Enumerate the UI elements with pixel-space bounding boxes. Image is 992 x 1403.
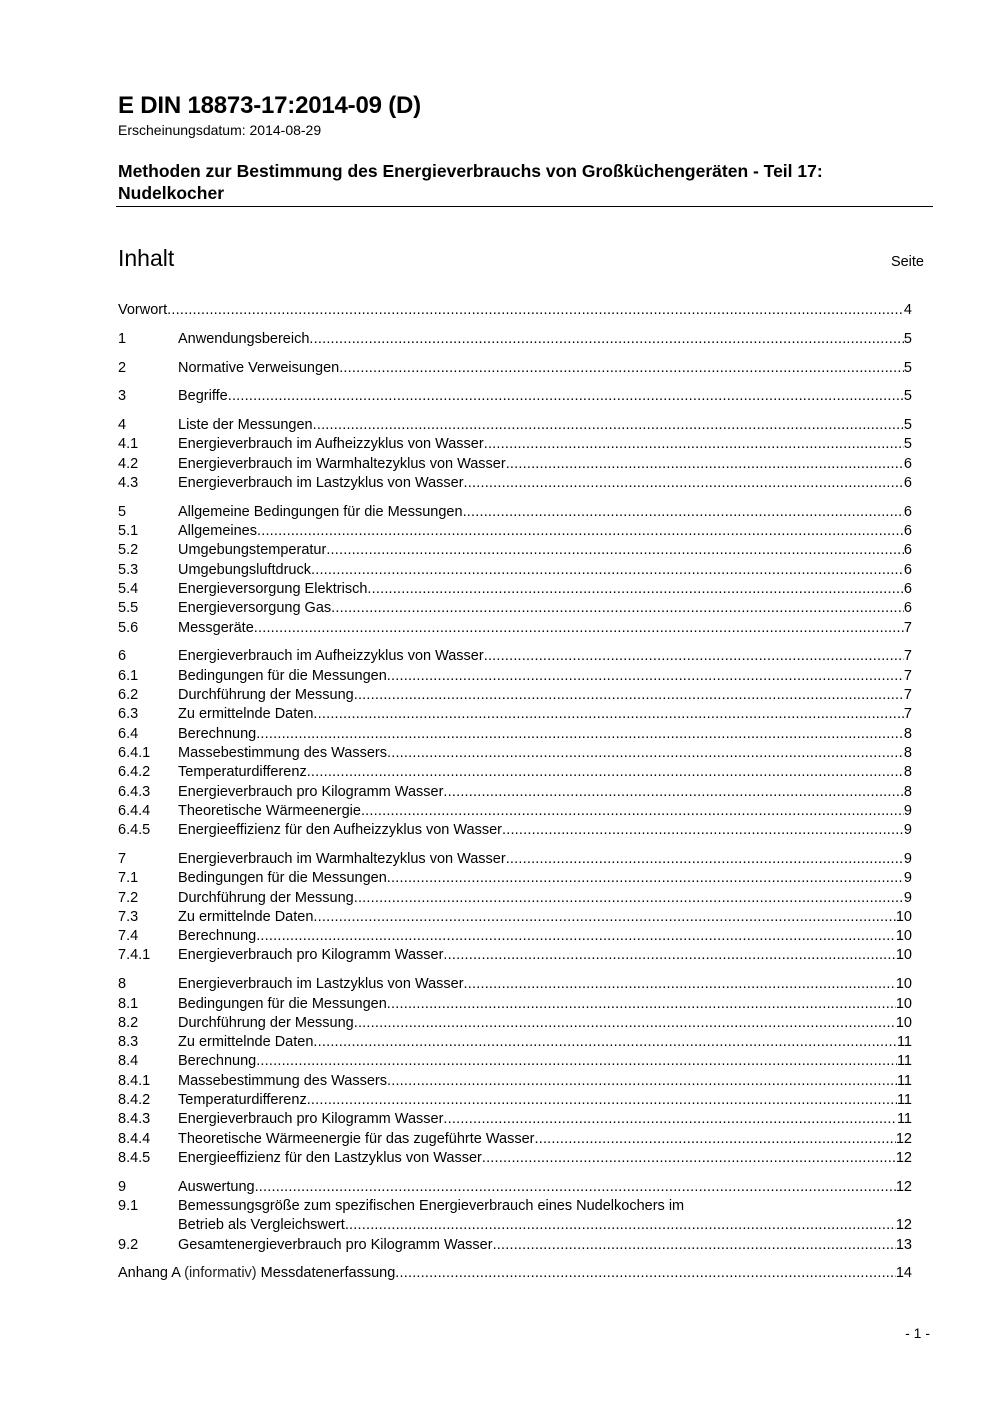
toc-entry-label: Bemessungsgröße zum spezifischen Energieverbrauch eines Nudelkochers im: [178, 1197, 685, 1214]
toc-entry[interactable]: [118, 1092, 912, 1111]
toc-entry-label: Berechnung: [178, 928, 257, 945]
toc-entry[interactable]: [118, 1150, 912, 1169]
publication-date: Erscheinungsdatum: 2014-08-29: [118, 122, 322, 138]
toc-entry[interactable]: [118, 562, 912, 581]
toc-entry-number: 4.2: [118, 455, 139, 472]
toc-entry-page: 10: [895, 908, 912, 925]
toc-entry-label: Messgeräte: [178, 619, 254, 636]
toc-annex-info: (informativ): [184, 1265, 257, 1282]
toc-entry-page: 10: [895, 947, 912, 964]
toc-leader-dots: [387, 745, 904, 761]
toc-entry-number: 7.3: [118, 908, 139, 925]
toc-entry-number: 9: [118, 1178, 127, 1195]
toc-annex-label-wrap: [118, 1265, 395, 1281]
toc-entry[interactable]: [118, 620, 912, 639]
toc-entry-label: Energieverbrauch im Warmhaltezyklus von Wasser: [178, 850, 506, 867]
toc-entry-number: 5.1: [118, 523, 139, 540]
toc-entry-page: 13: [895, 1236, 912, 1253]
toc-entry-number: 1: [118, 330, 127, 347]
toc-entry[interactable]: [118, 976, 912, 995]
toc-group: [118, 360, 912, 379]
toc-entry[interactable]: [118, 388, 912, 407]
toc-entry[interactable]: [118, 1034, 912, 1053]
toc-entry-number: 6.4.5: [118, 822, 151, 839]
toc-entry-label: Betrieb als Vergleichswert: [178, 1217, 345, 1234]
toc-leader-dots: [228, 388, 904, 404]
toc-entry-number: 8.4.5: [118, 1149, 151, 1166]
title-rule: [116, 206, 933, 207]
toc-entry-label: Temperaturdifferenz: [178, 1091, 307, 1108]
toc-leader-dots: [309, 331, 904, 347]
toc-entry-label: Umgebungsluftdruck: [178, 561, 311, 578]
toc-entry-page: 9: [903, 822, 912, 839]
toc-entry[interactable]: [118, 928, 912, 947]
toc-entry[interactable]: [118, 668, 912, 687]
toc-groups: [118, 331, 912, 1256]
toc-entry-number: 7: [118, 850, 127, 867]
toc-entry-number: 4.1: [118, 436, 139, 453]
toc-entry-annex-a[interactable]: [118, 1265, 912, 1284]
toc-entry[interactable]: [118, 996, 912, 1015]
toc-entry-number: 7.4: [118, 928, 139, 945]
toc-leader-dots: [361, 803, 904, 819]
toc-leader-dots: [257, 523, 904, 539]
toc-entry[interactable]: [118, 745, 912, 764]
toc-entry-label: Massebestimmung des Wassers: [178, 744, 387, 761]
toc-entry-number: 4: [118, 417, 127, 434]
toc-entry-label: Allgemeines: [178, 523, 257, 540]
toc-entry-page: 6: [903, 475, 912, 492]
toc-entry-number: 9.2: [118, 1236, 139, 1253]
toc-entry-page: 10: [895, 976, 912, 993]
toc-entry-label: Energieverbrauch pro Kilogramm Wasser: [178, 783, 444, 800]
toc-leader-dots: [256, 928, 896, 944]
toc-entry-label: Berechnung: [178, 725, 257, 742]
toc-entry-label: Gesamtenergieverbrauch pro Kilogramm Wasser: [178, 1236, 493, 1253]
toc-entry-label: Energieverbrauch pro Kilogramm Wasser: [178, 947, 444, 964]
toc-entry-page: 11: [896, 1072, 912, 1089]
toc-leader-dots: [313, 417, 904, 433]
toc-entry-number: 8.4.3: [118, 1111, 151, 1128]
toc-entry-label: Auswertung: [178, 1178, 255, 1195]
toc-entry-number: 3: [118, 388, 127, 405]
toc-entry[interactable]: [118, 822, 912, 841]
toc-entry-page: 12: [895, 1149, 912, 1166]
toc-entry-label: Energieversorgung Elektrisch: [178, 581, 368, 598]
toc-entry-label: Durchführung der Messung: [178, 687, 354, 704]
toc-leader-dots: [311, 562, 904, 578]
toc-leader-dots: [395, 1265, 896, 1281]
toc-entry[interactable]: [118, 542, 912, 561]
toc-leader-dots: [256, 1053, 897, 1069]
toc-entry-number: 8.4.4: [118, 1130, 151, 1147]
toc-group: [118, 504, 912, 639]
toc-entry-page: 5: [903, 417, 912, 434]
toc-entry-number: 8.4: [118, 1053, 139, 1070]
toc-entry-number: 5.6: [118, 619, 139, 636]
toc-entry[interactable]: [118, 600, 912, 619]
toc-entry[interactable]: [118, 456, 912, 475]
document-title: Methoden zur Bestimmung des Energieverbrauchs von Großküchengeräten - Teil 17: Nudelkocher: [118, 161, 823, 203]
toc-entry-page: 11: [896, 1053, 912, 1070]
toc-entry-number: 8: [118, 976, 127, 993]
toc-leader-dots: [367, 581, 904, 597]
toc-entry[interactable]: [118, 784, 912, 803]
toc-entry-label: Zu ermittelnde Daten: [178, 706, 314, 723]
toc-entry[interactable]: [118, 331, 912, 350]
toc-entry-label: Allgemeine Bedingungen für die Messungen: [178, 503, 463, 520]
toc-entry-page: 9: [903, 889, 912, 906]
toc-entry-label: Durchführung der Messung: [178, 1014, 354, 1031]
toc-page-column-heading: Seite: [890, 254, 924, 270]
toc-leader-dots: [484, 648, 904, 664]
toc-leader-dots: [313, 1034, 897, 1050]
toc-entry-label: Energieversorgung Gas: [178, 600, 332, 617]
toc-entry-number: 7.2: [118, 889, 139, 906]
toc-entry-page: 8: [903, 764, 912, 781]
toc-entry-label: Liste der Messungen: [178, 417, 313, 434]
toc-entry-page: 12: [895, 1217, 912, 1234]
toc-entry[interactable]: [118, 1198, 912, 1217]
toc-entry-page: 8: [903, 783, 912, 800]
toc-entry-page: 11: [896, 1034, 912, 1051]
toc-leader-dots: [339, 360, 904, 376]
toc-entry[interactable]: [118, 436, 912, 455]
toc-leader-dots: [443, 1111, 897, 1127]
toc-leader-dots: [255, 1179, 896, 1195]
toc-annex-prefix: Anhang A: [118, 1265, 181, 1282]
toc-entry-label: Berechnung: [178, 1053, 257, 1070]
toc-entry-label: Energieeffizienz für den Aufheizzyklus von Wasser: [178, 822, 502, 839]
toc-entry-page: 10: [895, 995, 912, 1012]
toc-leader-dots: [354, 1015, 896, 1031]
toc-entry-number: 6.4: [118, 725, 139, 742]
toc-entry-page: 8: [903, 744, 912, 761]
toc-entry[interactable]: [118, 504, 912, 523]
toc-leader-dots: [506, 456, 904, 472]
toc-leader-dots: [313, 909, 895, 925]
toc-entry-number: 5.3: [118, 561, 139, 578]
toc-leader-dots: [534, 1131, 895, 1147]
toc-entry-number: 8.4.1: [118, 1072, 151, 1089]
toc-entry[interactable]: [118, 909, 912, 928]
toc-heading: Inhalt: [118, 245, 175, 271]
toc-leader-dots: [307, 1092, 897, 1108]
toc-entry-page: 10: [895, 928, 912, 945]
toc-entry[interactable]: [118, 417, 912, 436]
table-of-contents: [118, 302, 912, 1294]
toc-group: [118, 1179, 912, 1256]
toc-entry-label: Energieverbrauch im Aufheizzyklus von Wasser: [178, 648, 484, 665]
toc-leader-dots: [506, 851, 904, 867]
toc-entry-page: 10: [895, 1014, 912, 1031]
toc-entry-label: Vorwort: [118, 302, 168, 318]
toc-entry-page: 11: [896, 1111, 912, 1128]
toc-leader-dots: [254, 620, 904, 636]
toc-entry-number: 4.3: [118, 475, 139, 492]
toc-entry-number: 6.1: [118, 667, 139, 684]
toc-entry[interactable]: [118, 1217, 912, 1236]
toc-entry-page: 7: [903, 706, 912, 723]
toc-group: [118, 851, 912, 967]
toc-group: [118, 648, 912, 841]
toc-entry-page: 9: [903, 850, 912, 867]
toc-entry-number: 5.2: [118, 542, 139, 559]
toc-entry[interactable]: [118, 1015, 912, 1034]
toc-entry-page: 5: [903, 436, 912, 453]
toc-entry-page: 6: [903, 542, 912, 559]
toc-entry[interactable]: [118, 851, 912, 870]
toc-entry[interactable]: [118, 890, 912, 909]
toc-leader-dots: [443, 784, 904, 800]
toc-entry-page: 12: [895, 1130, 912, 1147]
toc-group-annex: [118, 1265, 912, 1284]
toc-entry[interactable]: [118, 1053, 912, 1072]
toc-entry-label: Energieeffizienz für den Lastzyklus von Wasser: [178, 1149, 482, 1166]
toc-entry[interactable]: [118, 687, 912, 706]
toc-entry[interactable]: [118, 1179, 912, 1198]
toc-entry-page: 6: [903, 503, 912, 520]
toc-entry-label: Begriffe: [178, 388, 228, 405]
toc-entry-label: Energieverbrauch im Warmhaltezyklus von Wasser: [178, 455, 506, 472]
toc-entry-label: Zu ermittelnde Daten: [178, 1034, 314, 1051]
toc-entry-page: 5: [903, 388, 912, 405]
toc-leader-dots: [387, 996, 896, 1012]
toc-entry-number: 6.4.4: [118, 802, 151, 819]
toc-leader-dots: [345, 1217, 896, 1233]
toc-entry-page: 7: [903, 687, 912, 704]
toc-entry[interactable]: [118, 1073, 912, 1092]
toc-entry-number: 6.4.2: [118, 764, 151, 781]
toc-entry-number: 5: [118, 503, 127, 520]
toc-leader-dots: [502, 822, 904, 838]
toc-entry-number: 8.4.2: [118, 1091, 151, 1108]
toc-leader-dots: [387, 668, 904, 684]
toc-entry-label: Theoretische Wärmeenergie: [178, 802, 361, 819]
toc-entry[interactable]: [118, 947, 912, 966]
toc-leader-dots: [484, 436, 904, 452]
toc-entry-page: 9: [903, 802, 912, 819]
toc-entry-page: 7: [903, 648, 912, 665]
toc-leader-dots: [307, 764, 904, 780]
toc-entry-page: 14: [895, 1265, 912, 1282]
toc-entry[interactable]: [118, 523, 912, 542]
toc-leader-dots: [387, 1073, 897, 1089]
toc-entry[interactable]: [118, 764, 912, 783]
toc-entry[interactable]: [118, 360, 912, 379]
toc-entry-label: Energieverbrauch im Lastzyklus von Wasser: [178, 475, 464, 492]
toc-entry-page: 6: [903, 523, 912, 540]
toc-entry-page: 12: [895, 1178, 912, 1195]
toc-leader-dots: [463, 504, 904, 520]
toc-entry-number: 6: [118, 648, 127, 665]
toc-entry-number: 9.1: [118, 1197, 139, 1214]
toc-entry[interactable]: [118, 1111, 912, 1130]
toc-leader-dots: [354, 687, 904, 703]
toc-group: [118, 388, 912, 407]
toc-leader-dots: [387, 870, 904, 886]
toc-entry-page: 8: [903, 725, 912, 742]
toc-entry-label: Durchführung der Messung: [178, 889, 354, 906]
toc-entry-label: Massebestimmung des Wassers: [178, 1072, 387, 1089]
toc-entry-number: 7.1: [118, 870, 139, 887]
toc-entry-number: 5.5: [118, 600, 139, 617]
toc-entry-label: Theoretische Wärmeenergie für das zugeführte Wasser: [178, 1130, 535, 1147]
toc-entry-page: 11: [896, 1091, 912, 1108]
toc-entry-number: 8.1: [118, 995, 139, 1012]
toc-leader-dots: [464, 976, 896, 992]
toc-leader-dots: [326, 542, 904, 558]
toc-entry-page: 6: [903, 561, 912, 578]
toc-entry-number: 8.2: [118, 1014, 139, 1031]
toc-entry-page: 4: [903, 302, 912, 318]
toc-annex-title: Messdatenerfassung: [260, 1265, 396, 1282]
toc-entry[interactable]: [118, 803, 912, 822]
toc-entry-label: Bedingungen für die Messungen: [178, 870, 387, 887]
toc-entry-page: 7: [903, 667, 912, 684]
toc-group: [118, 976, 912, 1169]
toc-entry-number: 5.4: [118, 581, 139, 598]
toc-entry-label: Anwendungsbereich: [178, 330, 310, 347]
toc-leader-dots: [482, 1150, 896, 1166]
toc-entry-label: Zu ermittelnde Daten: [178, 908, 314, 925]
toc-entry-number: 7.4.1: [118, 947, 151, 964]
toc-entry[interactable]: [118, 648, 912, 667]
toc-entry-number: 2: [118, 359, 127, 376]
toc-entry-label: Bedingungen für die Messungen: [178, 995, 387, 1012]
toc-leader-dots: [443, 947, 895, 963]
toc-entry-page: 6: [903, 581, 912, 598]
toc-entry-label: Bedingungen für die Messungen: [178, 667, 387, 684]
toc-entry-page: 5: [903, 330, 912, 347]
toc-entry-vorwort[interactable]: [118, 302, 912, 321]
doc-id: E DIN 18873-17:2014-09 (D): [118, 92, 421, 119]
toc-entry[interactable]: [118, 870, 912, 889]
toc-entry-page: 9: [903, 870, 912, 887]
toc-entry-label: Energieverbrauch im Lastzyklus von Wasser: [178, 976, 464, 993]
toc-group: [118, 331, 912, 350]
toc-entry[interactable]: [118, 726, 912, 745]
toc-entry-page: 6: [903, 600, 912, 617]
toc-entry[interactable]: [118, 475, 912, 494]
toc-entry-page: 7: [903, 619, 912, 636]
toc-entry-label: Energieverbrauch im Aufheizzyklus von Wasser: [178, 436, 484, 453]
toc-group: [118, 417, 912, 494]
toc-entry-number: 6.2: [118, 687, 139, 704]
toc-entry[interactable]: [118, 706, 912, 725]
toc-entry-number: 6.3: [118, 706, 139, 723]
toc-entry-page: 6: [903, 455, 912, 472]
toc-entry-label: Energieverbrauch pro Kilogramm Wasser: [178, 1111, 444, 1128]
toc-entry-label: Temperaturdifferenz: [178, 764, 307, 781]
toc-leader-dots: [256, 726, 904, 742]
toc-entry-label: Umgebungstemperatur: [178, 542, 327, 559]
page-number: - 1 -: [905, 1325, 930, 1341]
toc-entry[interactable]: [118, 1237, 912, 1256]
toc-entry[interactable]: [118, 581, 912, 600]
toc-leader-dots: [313, 706, 904, 722]
toc-leader-dots: [354, 890, 904, 906]
toc-entry-number: 6.4.3: [118, 783, 151, 800]
toc-entry-page: 5: [903, 359, 912, 376]
toc-leader-dots: [331, 600, 904, 616]
toc-entry-label: Normative Verweisungen: [178, 359, 340, 376]
toc-leader-dots: [493, 1237, 896, 1253]
toc-entry[interactable]: [118, 1131, 912, 1150]
toc-entry-number: 6.4.1: [118, 744, 151, 761]
toc-leader-dots: [167, 302, 904, 318]
toc-group-vorwort: [118, 302, 912, 321]
toc-leader-dots: [464, 475, 904, 491]
toc-entry-number: 8.3: [118, 1034, 139, 1051]
